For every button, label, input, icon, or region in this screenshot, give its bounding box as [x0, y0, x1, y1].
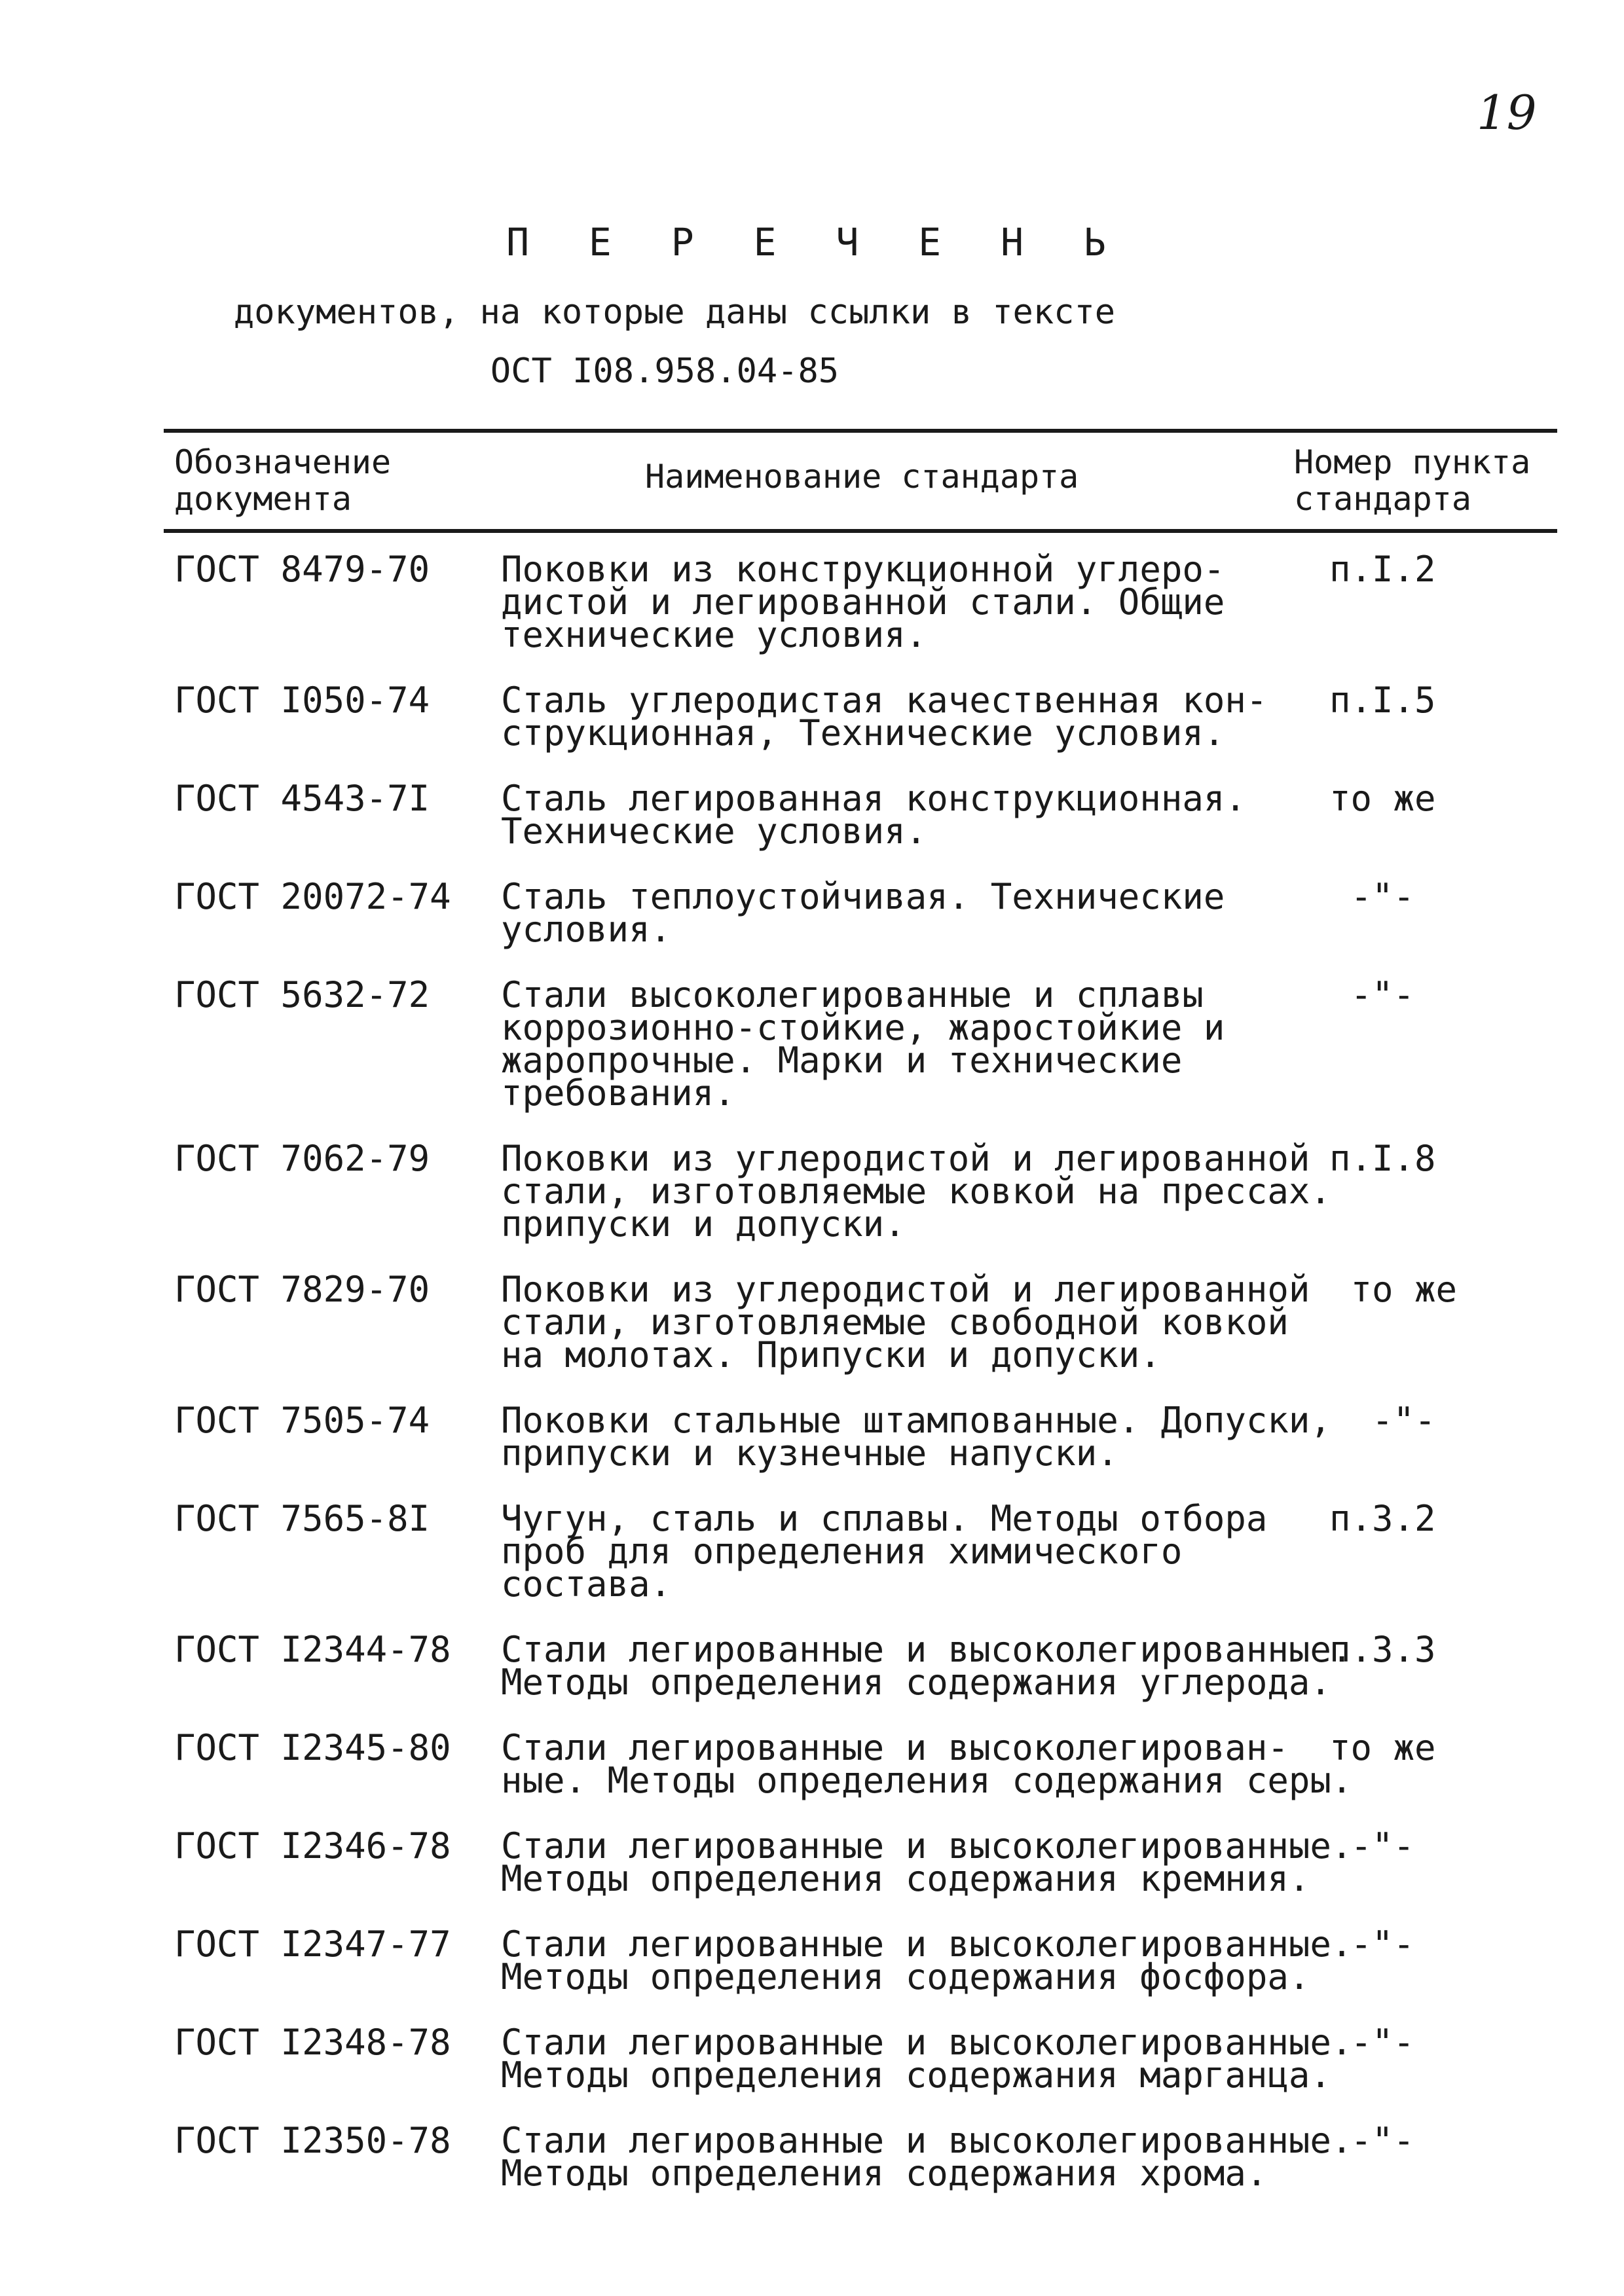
table-row	[0, 1923, 1624, 2026]
document-code: ГОСТ 5632-72	[174, 974, 430, 1015]
standard-name-line: Технические условия.	[501, 811, 927, 852]
standard-name	[501, 2120, 1353, 2194]
clause-number: то же	[1329, 1727, 1436, 1768]
standard-name	[501, 1138, 1352, 1245]
clause-number: то же	[1329, 1269, 1458, 1310]
standard-name-line: технические условия.	[501, 614, 927, 655]
standard-name-line: Методы определения содержания марганца.	[501, 2054, 1331, 2096]
document-code: ГОСТ I2346-78	[174, 1825, 451, 1867]
document-code: ГОСТ 7829-70	[174, 1269, 430, 1310]
document-code: ГОСТ 4543-7I	[174, 778, 430, 819]
table-row	[0, 1138, 1624, 1273]
table-row	[0, 549, 1624, 684]
table-row	[0, 1629, 1624, 1732]
document-code: ГОСТ I2350-78	[174, 2120, 451, 2161]
standard-name	[501, 1400, 1352, 1474]
table-row	[0, 974, 1624, 1142]
table-row	[0, 1825, 1624, 1928]
standard-name-line: проб для определения химического	[501, 1531, 1183, 1572]
standard-name-line: условия.	[501, 909, 672, 950]
column-header-code-line-2: документа	[174, 480, 352, 518]
table-row	[0, 876, 1624, 979]
document-subtitle: документов, на которые даны ссылки в тексте	[233, 293, 1116, 332]
standard-name-line: Поковки стальные штампованные. Допуски,	[501, 1400, 1331, 1441]
standard-reference: ОСТ I08.958.04-85	[490, 352, 840, 391]
standard-name-line: Стали легированные и высоколегированные.	[501, 2120, 1353, 2161]
clause-number: -"-	[1329, 2120, 1415, 2161]
standard-name-line: дистой и легированной стали. Общие	[501, 581, 1225, 623]
document-code: ГОСТ 20072-74	[174, 876, 451, 917]
standard-name-line: Стали легированные и высоколегированные.	[501, 1825, 1353, 1867]
standard-name	[501, 680, 1352, 754]
document-code: ГОСТ 8479-70	[174, 549, 430, 590]
standard-name-line: состава.	[501, 1563, 672, 1605]
clause-number: то же	[1329, 778, 1436, 819]
standard-name-line: Поковки из конструкционной углеро-	[501, 549, 1225, 590]
standard-name-line: коррозионно-стойкие, жаростойкие и	[501, 1007, 1225, 1048]
standard-name-line: ные. Методы определения содержания серы.	[501, 1760, 1353, 1801]
standard-name	[501, 1825, 1353, 1899]
standard-name-line: Методы определения содержания кремния.	[501, 1858, 1310, 1899]
standard-name	[501, 876, 1352, 950]
standard-name-line: стали, изготовляемые свободной ковкой	[501, 1302, 1289, 1343]
document-code: ГОСТ 7505-74	[174, 1400, 430, 1441]
standard-name-line: струкционная, Технические условия.	[501, 712, 1225, 754]
standard-name-line: Сталь углеродистая качественная кон-	[501, 680, 1268, 721]
standard-name-line: жаропрочные. Марки и технические	[501, 1040, 1183, 1081]
standard-name-line: Стали легированные и высоколегированные.	[501, 1923, 1353, 1965]
column-header-name: Наименование стандарта	[645, 458, 1079, 496]
standard-name-line: требования.	[501, 1072, 735, 1114]
standard-name	[501, 974, 1352, 1114]
clause-number: -"-	[1329, 876, 1415, 917]
table-top-rule	[164, 429, 1557, 433]
document-code: ГОСТ I2348-78	[174, 2022, 451, 2063]
standard-name-line: Сталь теплоустойчивая. Технические	[501, 876, 1225, 917]
standard-name	[501, 1269, 1352, 1376]
standard-name-line: Сталь легированная конструкционная.	[501, 778, 1246, 819]
clause-number: п.I.5	[1329, 680, 1436, 721]
table-row	[0, 1400, 1624, 1503]
standard-name	[501, 1629, 1353, 1703]
page-number: 19	[1477, 85, 1537, 140]
clause-number: -"-	[1329, 1400, 1436, 1441]
standard-name-line: стали, изготовляемые ковкой на прессах.	[501, 1171, 1331, 1212]
clause-number: п.3.3	[1329, 1629, 1436, 1670]
standard-name-line: Методы определения содержания хрома.	[501, 2153, 1268, 2194]
clause-number: -"-	[1329, 974, 1415, 1015]
standard-name-line: Методы определения содержания углерода.	[501, 1662, 1331, 1703]
standard-name-line: Стали легированные и высоколегирован-	[501, 1727, 1289, 1768]
clause-number: -"-	[1329, 1825, 1415, 1867]
document-header	[0, 216, 1624, 394]
document-code: ГОСТ I050-74	[174, 680, 430, 721]
table-row	[0, 2120, 1624, 2223]
table-row	[0, 1727, 1624, 1830]
table-row	[0, 1269, 1624, 1404]
standard-name-line: Стали легированные и высоколегированные.	[501, 2022, 1353, 2063]
document-code: ГОСТ 7062-79	[174, 1138, 430, 1179]
document-code: ГОСТ I2347-77	[174, 1923, 451, 1965]
standard-name-line: припуски и допуски.	[501, 1203, 906, 1245]
standard-name-line: Чугун, сталь и сплавы. Методы отбора	[501, 1498, 1268, 1539]
table-row	[0, 2022, 1624, 2124]
clause-number: -"-	[1329, 1923, 1415, 1965]
document-title: П Е Р Е Ч Е Н Ь	[506, 220, 1124, 264]
table-body	[0, 549, 1624, 2223]
document-code: ГОСТ 7565-8I	[174, 1498, 430, 1539]
standard-name-line: на молотах. Припуски и допуски.	[501, 1334, 1161, 1376]
column-header-clause-line-1: Номер пункта	[1294, 443, 1531, 481]
table-header-rule	[164, 529, 1557, 533]
standard-name-line: Поковки из углеродистой и легированной	[501, 1138, 1310, 1179]
document-code: ГОСТ I2344-78	[174, 1629, 451, 1670]
standard-name	[501, 2022, 1353, 2096]
standard-name-line: Поковки из углеродистой и легированной	[501, 1269, 1310, 1310]
standard-name	[501, 1727, 1353, 1801]
table-row	[0, 680, 1624, 782]
standard-name	[501, 549, 1352, 655]
clause-number: п.I.8	[1329, 1138, 1436, 1179]
standard-name	[501, 1498, 1352, 1605]
clause-number: п.I.2	[1329, 549, 1436, 590]
standard-name	[501, 1923, 1353, 1997]
clause-number: -"-	[1329, 2022, 1415, 2063]
standard-name-line: припуски и кузнечные напуски.	[501, 1432, 1118, 1474]
standard-name-line: Стали легированные и высоколегированные.	[501, 1629, 1353, 1670]
standard-name-line: Стали высоколегированные и сплавы	[501, 974, 1204, 1015]
table-row	[0, 1498, 1624, 1633]
column-header-clause-line-2: стандарта	[1294, 480, 1471, 518]
column-header-code	[174, 444, 391, 517]
standard-name-line: Методы определения содержания фосфора.	[501, 1956, 1310, 1997]
clause-number: п.3.2	[1329, 1498, 1436, 1539]
table-row	[0, 778, 1624, 881]
standard-name	[501, 778, 1352, 852]
column-header-code-line-1: Обозначение	[174, 443, 392, 481]
column-header-clause	[1294, 444, 1530, 517]
document-code: ГОСТ I2345-80	[174, 1727, 451, 1768]
